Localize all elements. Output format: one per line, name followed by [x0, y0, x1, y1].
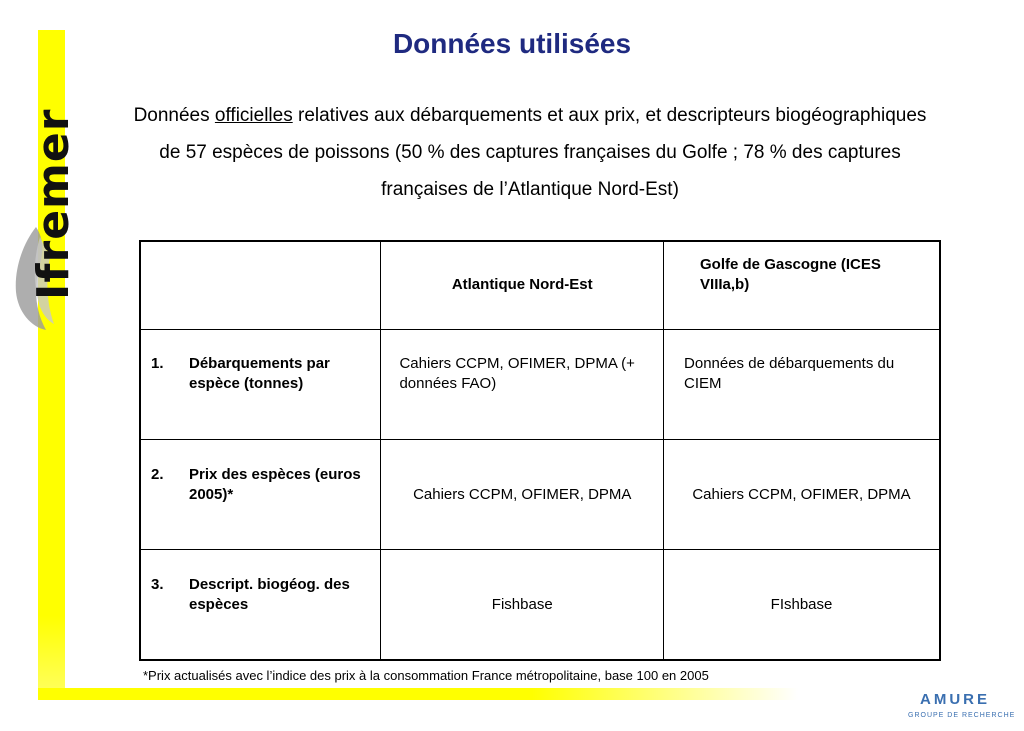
row-value-golfe: FIshbase	[770, 596, 833, 614]
row-number: 1.	[151, 355, 164, 373]
row-label-text: Descript. biogéog. des espèces	[189, 575, 350, 613]
ifremer-logo-text: Ifremer	[28, 108, 79, 300]
table-row	[140, 550, 940, 660]
header-cell-empty	[140, 241, 381, 329]
row-label	[141, 354, 380, 394]
header-cell-golfe	[664, 241, 940, 329]
table-header-row	[140, 241, 940, 329]
row-cell-golfe	[664, 329, 940, 439]
row-cell-atlantique	[381, 550, 664, 660]
row-label-text: Prix des espèces (euros 2005)*	[189, 465, 361, 503]
intro-paragraph	[130, 97, 930, 208]
row-label	[141, 465, 380, 505]
row-cell-atlantique	[381, 439, 664, 549]
row-label-text: Débarquements par espèce (tonnes)	[189, 355, 330, 393]
intro-underlined-word: officielles	[214, 105, 293, 126]
header-cell-atlantique	[381, 241, 664, 329]
page-title: Données utilisées	[392, 28, 632, 59]
row-label-cell	[140, 329, 381, 439]
row-label-cell	[140, 439, 381, 549]
data-sources-table	[139, 240, 941, 661]
header-label-golfe: Golfe de Gascogne (ICES VIIIa,b)	[700, 256, 881, 294]
amure-logo-text: AMURE	[920, 691, 990, 708]
row-value-atlantique: Fishbase	[491, 596, 553, 614]
intro-text-end: relatives aux débarquements et aux prix, et descripteurs biogéographiques de 57 espèces de poissons (50 % des captures françaises du Golfe ; 78 % des captures françaises de l’Atlantique Nord-Est)	[159, 105, 927, 200]
row-number: 3.	[151, 575, 164, 593]
table-row	[140, 439, 940, 549]
row-value-golfe: Données de débarquements du CIEM	[684, 355, 895, 393]
ifremer-yellow-bar-lower	[38, 420, 65, 700]
row-cell-atlantique	[381, 329, 664, 439]
row-label	[141, 575, 380, 615]
row-label-cell	[140, 550, 381, 660]
row-cell-golfe	[664, 550, 940, 660]
row-value-atlantique: Cahiers CCPM, OFIMER, DPMA	[413, 486, 632, 504]
row-value-atlantique: Cahiers CCPM, OFIMER, DPMA (+ données FAO)	[399, 355, 635, 393]
row-cell-golfe	[664, 439, 940, 549]
row-value-golfe: Cahiers CCPM, OFIMER, DPMA	[692, 486, 911, 504]
intro-text-start: Données	[133, 105, 215, 126]
row-number: 2.	[151, 465, 164, 483]
ifremer-yellow-footer-bar	[38, 688, 798, 700]
amure-logo-subtitle: GROUPE DE RECHERCHE	[908, 712, 1016, 719]
footnote: *Prix actualisés avec l’indice des prix à la consommation France métropolitaine, base 100 en 2005	[143, 668, 709, 683]
header-label-atlantique: Atlantique Nord-Est	[451, 276, 593, 294]
table-row	[140, 329, 940, 439]
